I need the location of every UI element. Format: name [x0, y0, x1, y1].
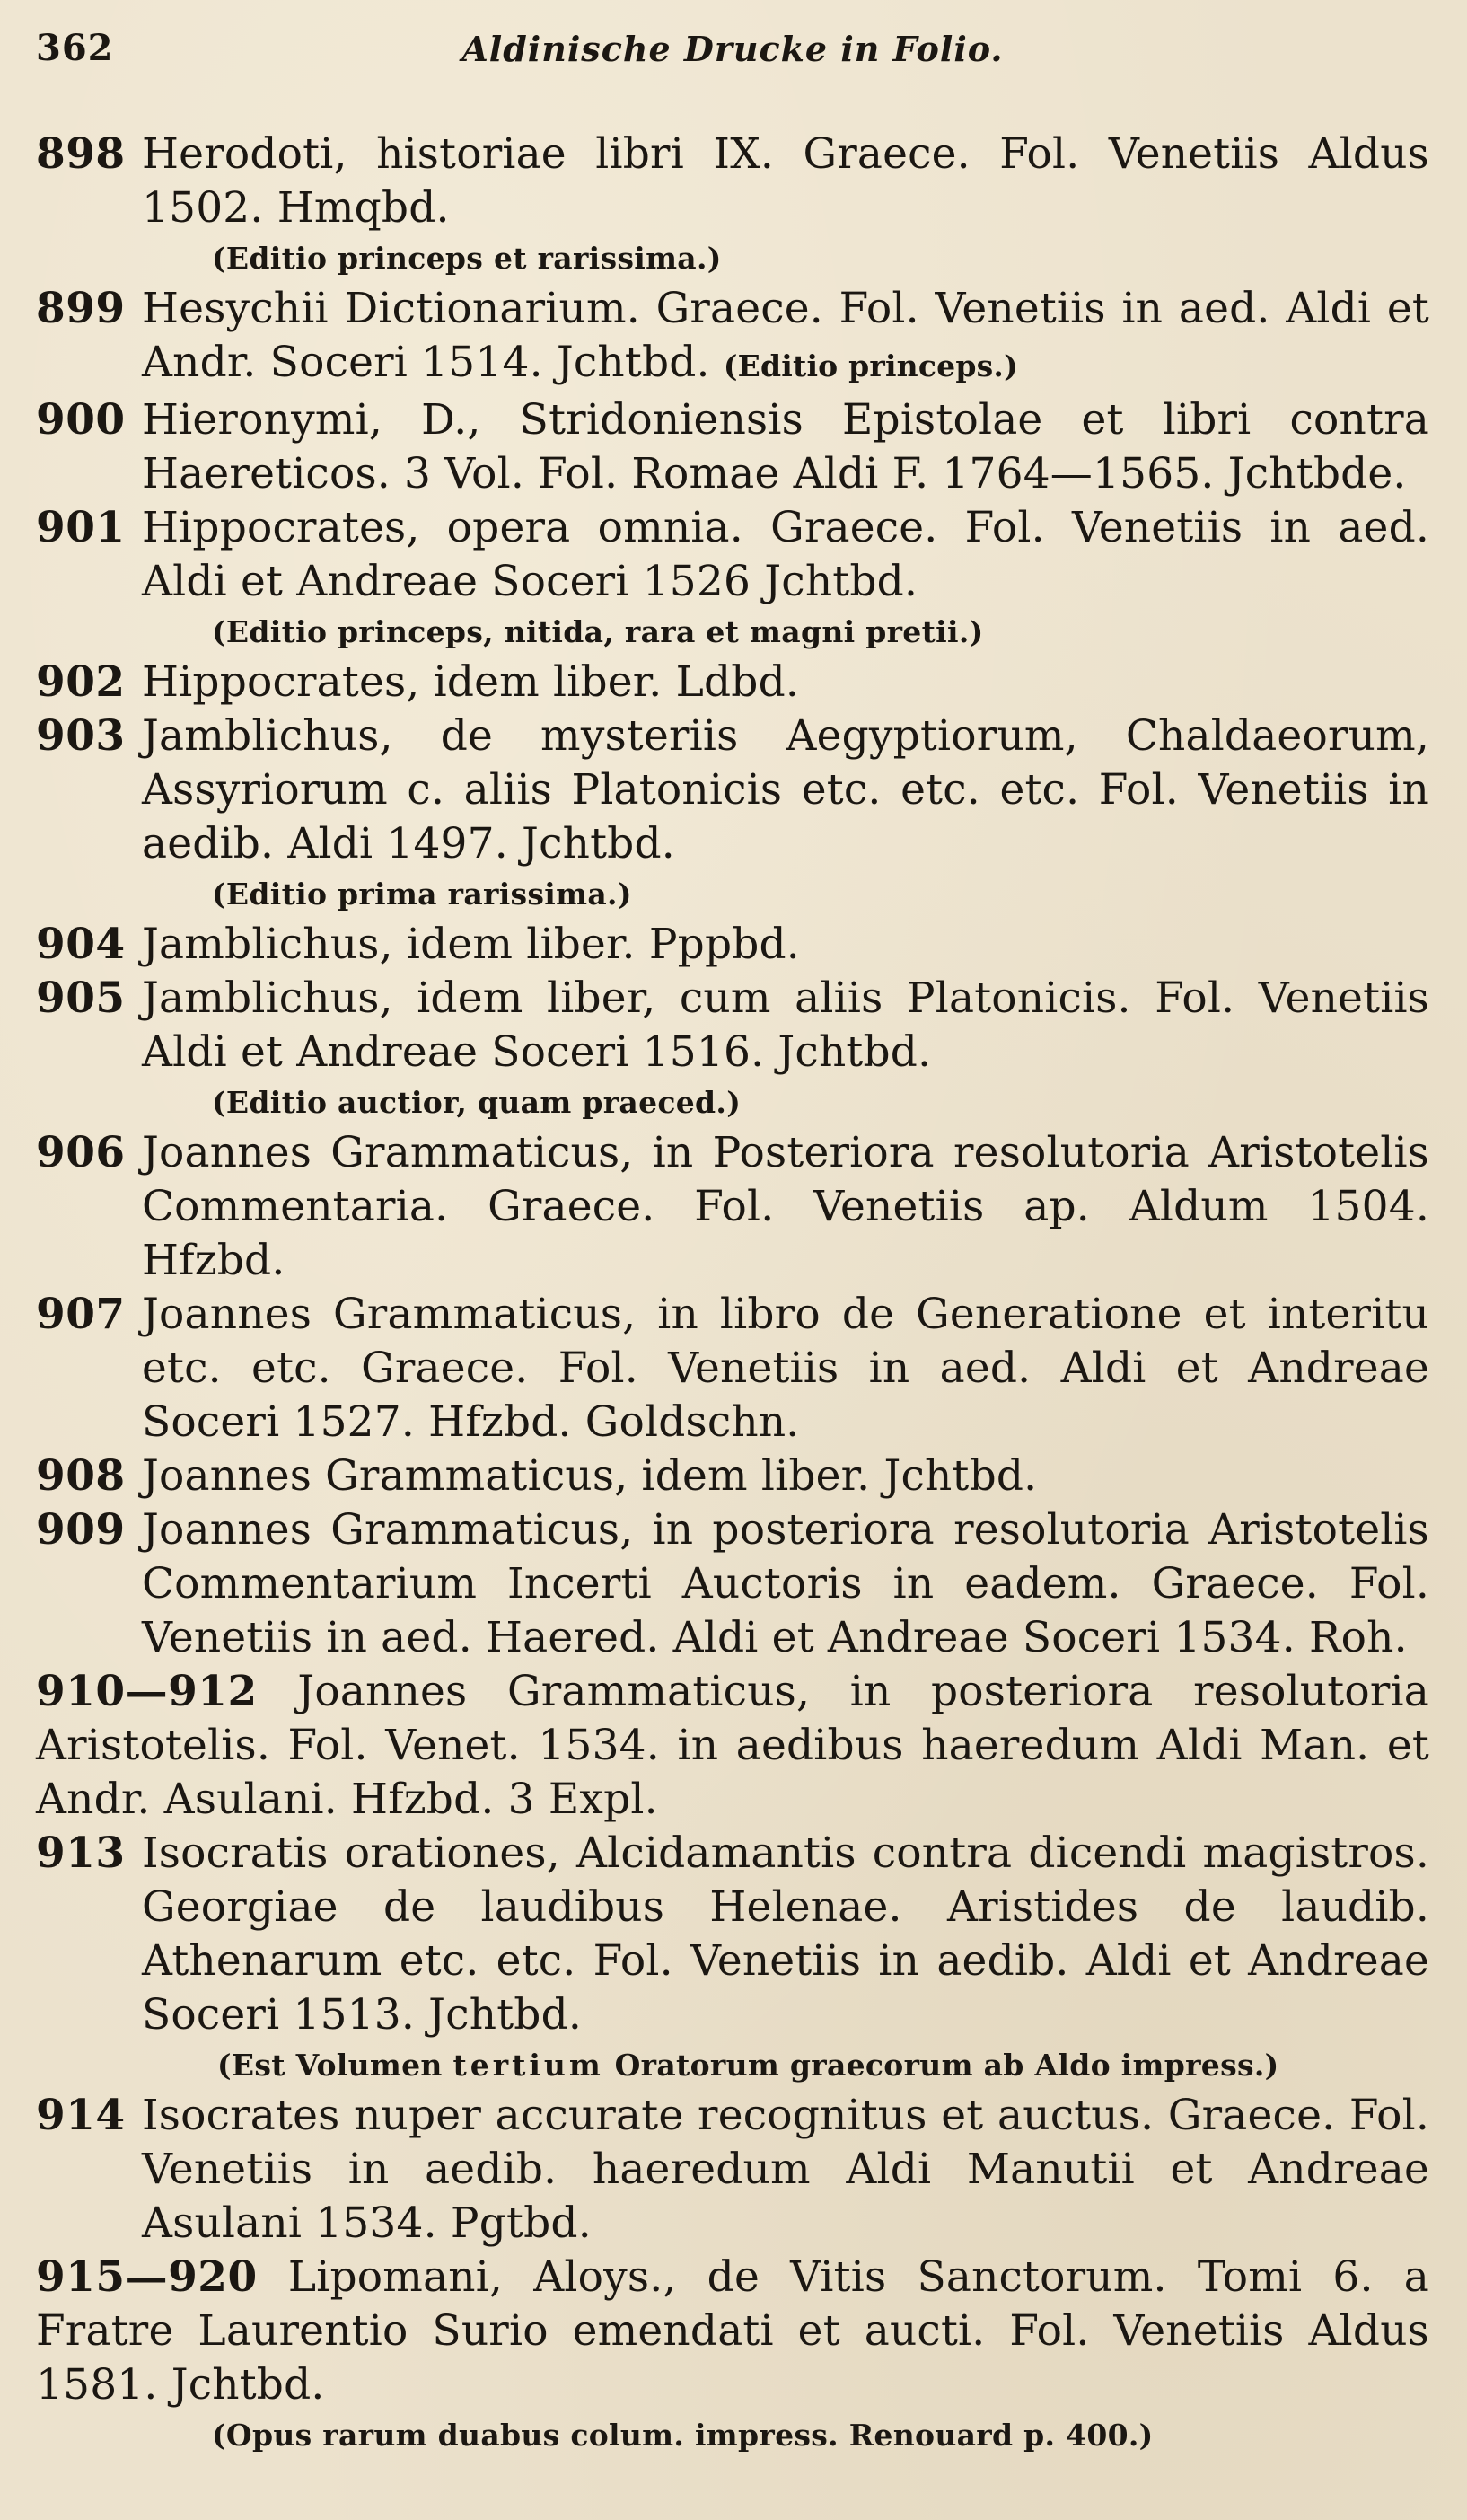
catalog-entry-899: [36, 282, 1429, 393]
entry-inline-note: (Editio princeps.): [723, 348, 1018, 383]
entry-number: 906: [36, 1128, 126, 1177]
entry-text: Lipomani, Aloys., de Vitis Sanctorum. Tomi 6. a Fratre Laurentio Surio emendati et aucti. Fol. Venetiis Aldus 1581. Jchtbd.: [36, 2252, 1429, 2410]
entry-note-post: Oratorum graecorum ab Aldo impress.): [614, 2048, 1279, 2083]
entry-note: (Editio auctior, quam praeced.): [212, 1085, 742, 1120]
entry-text: Hippocrates, idem liber. Ldbd.: [142, 657, 799, 707]
catalog-entry-909: [36, 1503, 1429, 1665]
entry-number: 904: [36, 920, 126, 969]
catalog-entry-900: [36, 393, 1429, 501]
entry-note: (Opus rarum duabus colum. impress. Renouard p. 400.): [212, 2418, 1154, 2453]
entry-number: 909: [36, 1505, 126, 1555]
page-header: [36, 20, 1429, 90]
entry-number: 902: [36, 657, 126, 707]
entry-note: [36, 2042, 1429, 2089]
entry-text: Hesychii Dictionarium. Graece. Fol. Venetiis in aed. Aldi et Andr. Soceri 1514. Jchtbd.: [142, 284, 1429, 387]
catalog-entry-915-920: [36, 2251, 1429, 2412]
entry-text: Jamblichus, de mysteriis Aegyptiorum, Chaldaeorum, Assyriorum c. aliis Platonicis etc. etc. etc. Fol. Venetiis in aedib. Aldi 1497. Jchtbd.: [142, 711, 1429, 868]
entry-note-pre: (Est Volumen: [217, 2048, 443, 2083]
entry-number: 913: [36, 1828, 126, 1878]
entry-note: (Editio princeps et rarissima.): [212, 241, 722, 276]
catalog-entry-907: [36, 1288, 1429, 1449]
entry-note: (Editio prima rarissima.): [212, 877, 632, 912]
entry-number: 900: [36, 395, 126, 445]
entry-number: 907: [36, 1290, 126, 1339]
catalog-entry-906: [36, 1126, 1429, 1288]
entry-number: 915—920: [36, 2252, 258, 2302]
entry-text: Joannes Grammaticus, in posteriora resolutoria Aristotelis. Fol. Venet. 1534. in aedibus haeredum Aldi Man. et Andr. Asulani. Hfzbd. 3 Expl.: [36, 1667, 1429, 1824]
entry-number: 903: [36, 711, 126, 761]
catalog-entries: [36, 128, 1429, 2459]
entry-text: Joannes Grammaticus, in posteriora resolutoria Aristotelis Commentarium Incerti Auctoris in eadem. Graece. Fol. Venetiis in aed. Haered. Aldi et Andreae Soceri 1534. Roh.: [142, 1505, 1429, 1662]
catalog-entry-898: [36, 128, 1429, 235]
entry-number: 901: [36, 503, 126, 552]
entry-note: (Editio princeps, nitida, rara et magni pretii.): [212, 614, 984, 649]
entry-text: Isocratis orationes, Alcidamantis contra dicendi magistros. Georgiae de laudibus Helenae. Aristides de laudib. Athenarum etc. etc. Fol. Venetiis in aedib. Aldi et Andreae Soceri 1513. Jchtbd.: [142, 1828, 1429, 2040]
entry-text: Joannes Grammaticus, in libro de Generatione et interitu etc. etc. Graece. Fol. Venetiis in aed. Aldi et Andreae Soceri 1527. Hfzbd. Goldschn.: [142, 1290, 1429, 1447]
catalog-entry-913: [36, 1827, 1429, 2042]
catalog-entry-905: [36, 972, 1429, 1079]
entry-number: 910—912: [36, 1667, 258, 1716]
entry-text: Jamblichus, idem liber. Pppbd.: [142, 920, 800, 969]
entry-text: Herodoti, historiae libri IX. Graece. Fol. Venetiis Aldus 1502. Hmqbd.: [142, 129, 1429, 233]
entry-text: Hieronymi, D., Stridoniensis Epistolae et libri contra Haereticos. 3 Vol. Fol. Romae Aldi F. 1764—1565. Jchtbde.: [142, 395, 1429, 498]
entry-text: Joannes Grammaticus, idem liber. Jchtbd.: [142, 1451, 1038, 1501]
entry-note-spaced: tertium: [452, 2048, 604, 2083]
entry-text: Joannes Grammaticus, in Posteriora resolutoria Aristotelis Commentaria. Graece. Fol. Venetiis ap. Aldum 1504. Hfzbd.: [142, 1128, 1429, 1285]
catalog-entry-910-912: [36, 1665, 1429, 1827]
entry-text: Hippocrates, opera omnia. Graece. Fol. Venetiis in aed. Aldi et Andreae Soceri 1526 Jchtbd.: [142, 503, 1429, 606]
catalog-entry-904: [36, 918, 1429, 972]
running-head: Aldinische Drucke in Folio.: [461, 29, 1004, 69]
catalog-entry-901: [36, 501, 1429, 609]
entry-text: Jamblichus, idem liber, cum aliis Platonicis. Fol. Venetiis Aldi et Andreae Soceri 1516. Jchtbd.: [142, 974, 1429, 1077]
entry-number: 899: [36, 284, 126, 333]
catalog-entry-903: [36, 709, 1429, 871]
entry-number: 905: [36, 974, 126, 1023]
catalog-entry-902: [36, 656, 1429, 709]
catalog-entry-914: [36, 2089, 1429, 2251]
catalog-entry-908: [36, 1449, 1429, 1503]
entry-number: 898: [36, 129, 126, 179]
entry-number: 908: [36, 1451, 126, 1501]
entry-number: 914: [36, 2091, 126, 2140]
entry-text: Isocrates nuper accurate recognitus et auctus. Graece. Fol. Venetiis in aedib. haeredum Aldi Manutii et Andreae Asulani 1534. Pgtbd.: [142, 2091, 1429, 2248]
page-number: 362: [36, 27, 114, 69]
